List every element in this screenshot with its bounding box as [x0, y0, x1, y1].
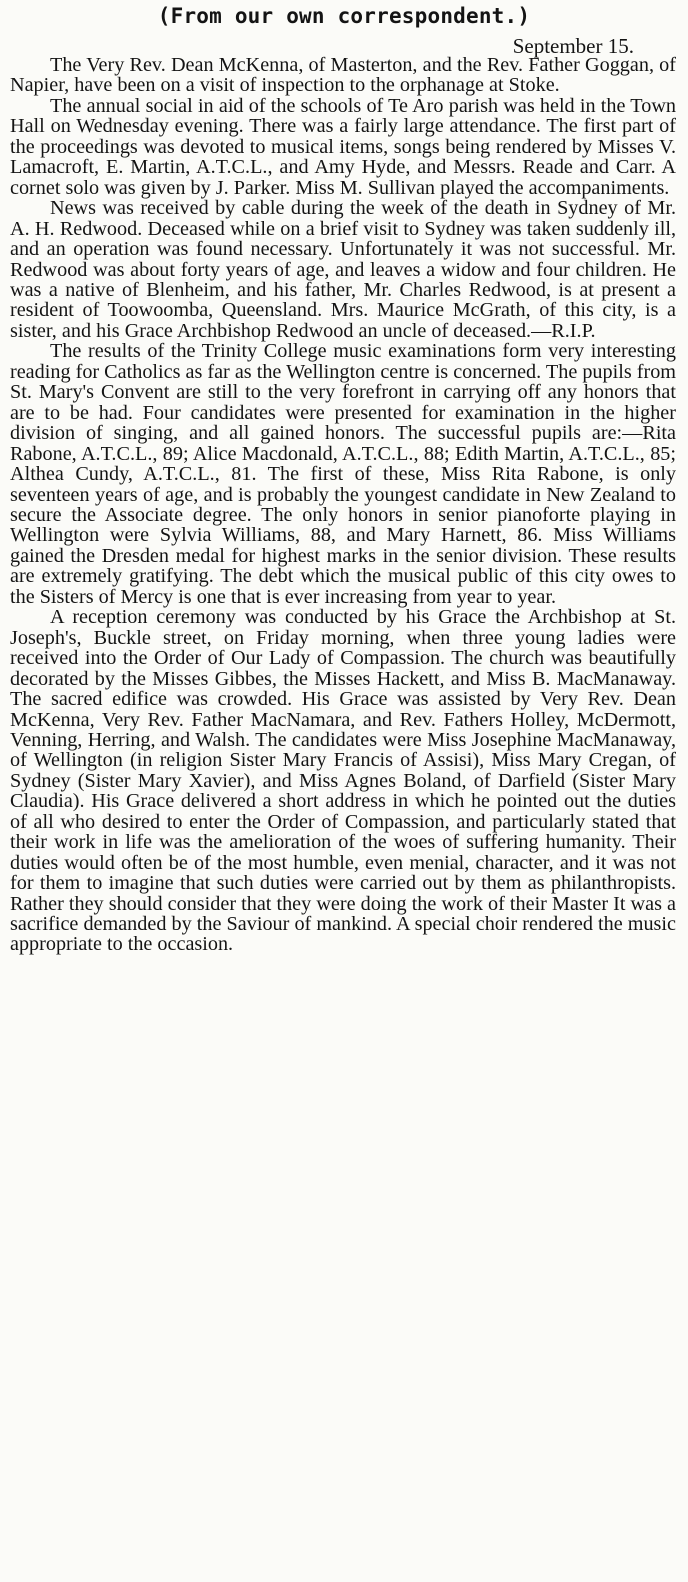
paragraph-annual-social: The annual social in aid of the schools of Te Aro parish was held in the Town Hall on Wednesday evening. There was a fairly large attendance. The first part of the proceedings was devoted to musical items, songs being rendered by Misses V. Lamacroft, E. Martin, A.T.C.L., and Amy Hyde, and Messrs. Reade and Carr. A cornet solo was given by J. Parker. Miss M. Sullivan played the accompaniments. — [10, 94, 676, 199]
paragraph-music-examinations: The results of the Trinity College music examinations form very interesting reading for Catholics as far as the Wellington centre is concerned. The pupils from St. Mary's Convent are still to the very forefront in carrying off any honors that are to be had. Four candidates were presented for examination in the higher division of singing, and all gained honors. The successful pupils are:—Rita Rabone, A.T.C.L., 89; Alice Macdonald, A.T.C.L., 88; Edith Martin, A.T.C.L., 85; Althea Cundy, A.T.C.L., 81. The first of these, Miss Rita Rabone, is only seventeen years of age, and is probably the youngest candidate in New Zealand to secure the Associate degree. The only honors in senior pianoforte playing in Wellington were Sylvia Williams, 88, and Mary Harnett, 86. Miss Williams gained the Dresden medal for highest marks in the senior division. These results are extremely gratifying. The debt which the musical public of this city owes to the Sisters of Mercy is one that is ever increasing from year to year. — [10, 340, 676, 608]
article-body — [10, 55, 676, 955]
dateline: September 15. — [512, 34, 634, 58]
paragraph-death-notice: News was received by cable during the week of the death in Sydney of Mr. A. H. Redwood. Deceased while on a brief visit to Sydney was taken suddenly ill, and an operation was found necessary. Unfortunately it was not successful. Mr. Redwood was about forty years of age, and leaves a widow and four children. He was a native of Blenheim, and his father, Mr. Charles Redwood, is at present a resident of Toowoomba, Queensland. Mrs. Maurice McGrath, of this city, is a sister, and his Grace Archbishop Redwood an uncle of deceased.—R.I.P. — [10, 197, 676, 342]
paragraph-reception-ceremony: A reception ceremony was conducted by his Grace the Archbishop at St. Joseph's, Buckle street, on Friday morning, when three young ladies were received into the Order of Our Lady of Compassion. The church was beautifully decorated by the Misses Gibbes, the Misses Hackett, and Miss B. MacManaway. The sacred edifice was crowded. His Grace was assisted by Very Rev. Dean McKenna, Very Rev. Father MacNamara, and Rev. Fathers Holley, McDermott, Venning, Herring, and Walsh. The candidates were Miss Josephine MacManaway, of Wellington (in religion Sister Mary Francis of Assisi), Miss Mary Cregan, of Sydney (Sister Mary Xavier), and Miss Agnes Boland, of Darfield (Sister Mary Claudia). His Grace delivered a short address in which he pointed out the duties of all who desired to enter the Order of Compassion, and particularly stated that their work in life was the amelioration of the woes of suffering humanity. Their duties would often be of the most humble, even menial, character, and it was not for them to imagine that such duties were carried out by them as philanthropists. Rather they should consider that they were doing the work of their Master It was a sacrifice demanded by the Saviour of mankind. A special choir rendered the music appropriate to the occasion. — [10, 606, 676, 956]
correspondent-heading: (From our own correspondent.) — [157, 4, 531, 28]
paragraph-visit-orphanage: The Very Rev. Dean McKenna, of Masterton, and the Rev. Father Goggan, of Napier, have been on a visit of inspection to the orphanage at Stoke. — [10, 54, 676, 97]
